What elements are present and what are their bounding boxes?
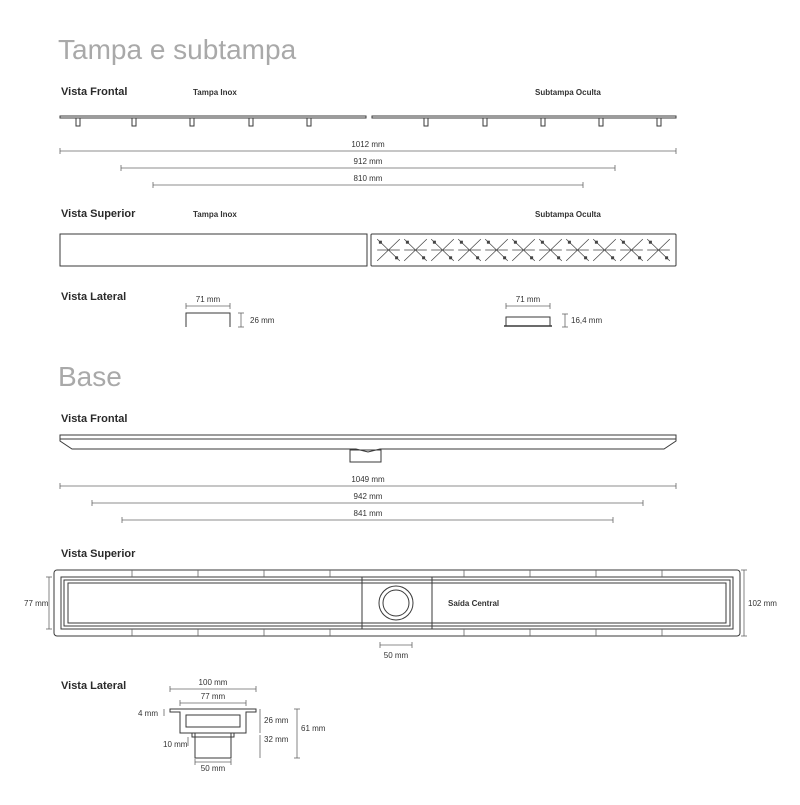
- section-title-tampa: Tampa e subtampa: [58, 34, 297, 65]
- base-lateral-dim-32: 32 mm: [264, 735, 289, 744]
- perforation-dot: [476, 256, 479, 259]
- base-outlet-housing: [362, 577, 432, 629]
- tampa-dimension-810: [153, 174, 583, 188]
- perforation-dot: [422, 256, 425, 259]
- dim-810-label: 810 mm: [353, 174, 383, 183]
- perforation-dot: [433, 241, 436, 244]
- base-outlet-circle-inner: [383, 590, 409, 616]
- tampa-lateral-heading: Vista Lateral: [61, 291, 127, 303]
- base-dim-102-label: 102 mm: [748, 599, 777, 608]
- dim-1049-label: 1049 mm: [351, 475, 385, 484]
- subtampa-profile-shape: [372, 116, 676, 118]
- base-dim-50-outlet: [380, 642, 412, 660]
- base-lateral-heading: Vista Lateral: [61, 680, 127, 692]
- section-title-base: Base: [58, 361, 122, 392]
- base-outlet-label: Saída Central: [448, 599, 500, 608]
- tampa-superior-label-inox: Tampa Inox: [193, 210, 237, 219]
- base-dim-50-label: 50 mm: [383, 651, 409, 660]
- base-dim-77-label: 77 mm: [24, 599, 49, 608]
- perforation-dot: [595, 241, 598, 244]
- perforation-dot: [541, 241, 544, 244]
- tampa-frontal-label-oculta: Subtampa Oculta: [535, 88, 601, 97]
- base-outlet-circle-outer: [379, 586, 413, 620]
- tampa-dimension-912: [121, 157, 615, 171]
- perforation-dot: [622, 241, 625, 244]
- base-superior-heading: Vista Superior: [61, 548, 136, 560]
- tampa-frontal-profile: [60, 116, 676, 126]
- base-lateral-dim-50: 50 mm: [200, 764, 226, 773]
- base-top-view: [54, 570, 740, 636]
- base-side-body-upper: [170, 709, 256, 733]
- perforation-dot: [584, 256, 587, 259]
- perforation-dot: [649, 241, 652, 244]
- subtampa-lateral-width-label: 71 mm: [515, 295, 541, 304]
- base-lateral-dim-26: 26 mm: [264, 716, 289, 725]
- base-dim-102-vertical: [741, 570, 777, 636]
- tampa-inox-top-view: [60, 234, 367, 266]
- perforation-dot: [665, 256, 668, 259]
- base-side-channel: [186, 715, 240, 727]
- base-frontal-profile: [60, 435, 676, 462]
- base-lateral-dim-10: 10 mm: [163, 740, 188, 749]
- base-lateral-dim-100: 100 mm: [198, 678, 228, 687]
- tampa-inox-section-shape: [186, 313, 230, 327]
- subtampa-section-shape: [506, 317, 550, 326]
- perforation-dot: [487, 241, 490, 244]
- subtampa-perforation-pattern: [377, 239, 670, 261]
- dim-912-label: 912 mm: [353, 157, 383, 166]
- perforation-dot: [514, 241, 517, 244]
- perforation-dot: [638, 256, 641, 259]
- dim-1012-label: 1012 mm: [351, 140, 385, 149]
- perforation-dot: [557, 256, 560, 259]
- subtampa-lateral-height-label: 16,4 mm: [571, 316, 603, 325]
- perforation-dot: [503, 256, 506, 259]
- tampa-lateral-width-label: 71 mm: [195, 295, 221, 304]
- subtampa-clips: [76, 118, 661, 126]
- perforation-dot: [530, 256, 533, 259]
- tampa-lateral-height-label: 26 mm: [250, 316, 275, 325]
- base-lateral-dim-77: 77 mm: [200, 692, 226, 701]
- tampa-dimension-1012: [60, 140, 676, 154]
- perforation-dot: [379, 241, 382, 244]
- tampa-frontal-label-inox: Tampa Inox: [193, 88, 237, 97]
- base-lateral-dim-61: 61 mm: [301, 724, 326, 733]
- dim-942-label: 942 mm: [353, 492, 383, 501]
- tampa-frontal-heading: Vista Frontal: [61, 86, 128, 98]
- dim-841-label: 841 mm: [353, 509, 383, 518]
- perforation-dot: [406, 241, 409, 244]
- perforation-dot: [611, 256, 614, 259]
- tampa-superior-label-oculta: Subtampa Oculta: [535, 210, 601, 219]
- base-lateral-dim-4: 4 mm: [138, 709, 158, 718]
- perforation-dot: [449, 256, 452, 259]
- base-dimension-841: [122, 509, 613, 523]
- base-dimension-942: [92, 492, 643, 506]
- base-dimension-1049: [60, 475, 676, 489]
- perforation-dot: [395, 256, 398, 259]
- subtampa-side-view: [504, 295, 602, 327]
- base-side-view: [138, 678, 326, 773]
- tampa-superior-heading: Vista Superior: [61, 208, 136, 220]
- base-dim-77-vertical: [24, 577, 52, 629]
- base-frontal-heading: Vista Frontal: [61, 413, 128, 425]
- tampa-inox-profile-shape: [60, 116, 366, 118]
- perforation-dot: [460, 241, 463, 244]
- perforation-dot: [568, 241, 571, 244]
- tampa-inox-side-view: [186, 295, 275, 327]
